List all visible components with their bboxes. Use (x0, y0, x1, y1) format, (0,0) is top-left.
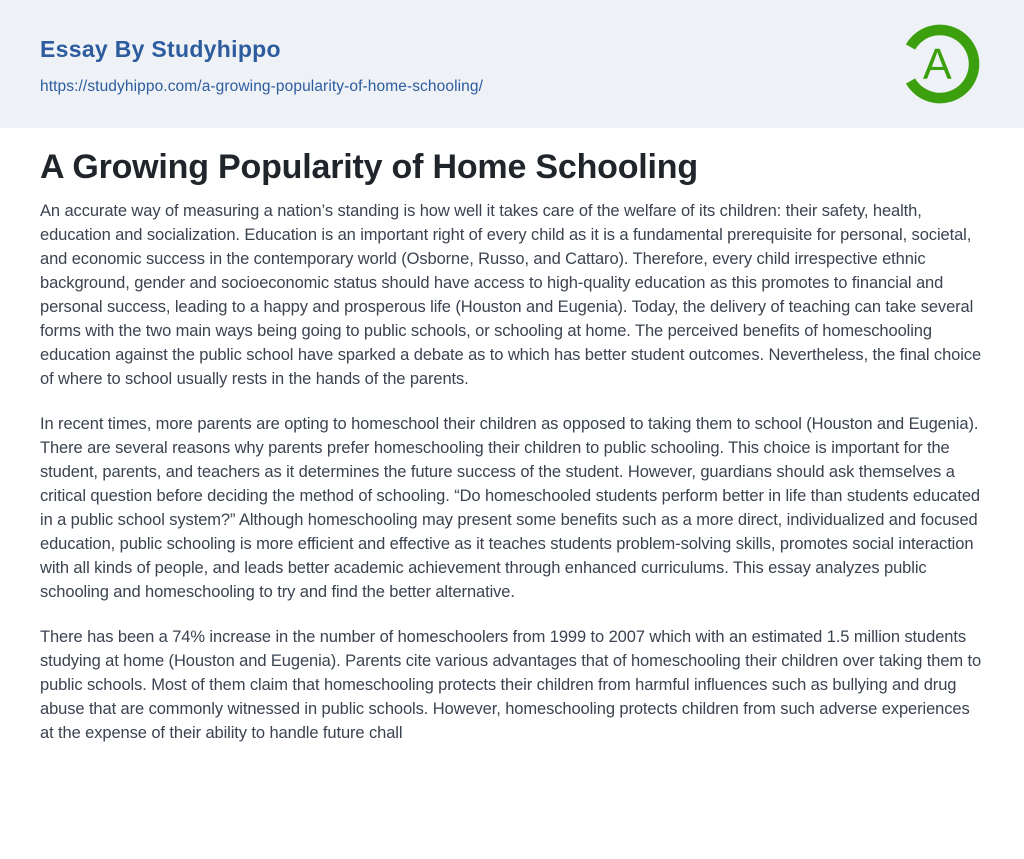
logo-letter: A (922, 41, 952, 90)
essay-paragraph-3: There has been a 74% increase in the number of homeschoolers from 1999 to 2007 which with an estimated 1.5 million students studying at home (Houston and Eugenia). Parents cite various advantages that of homeschooling their children over taking them to public schools. Most of them claim that homeschooling protects their children from harmful influences such as bullying and drug abuse that are commonly witnessed in public schools. However, homeschooling protects children from such adverse experiences at the expense of their ability to handle future chall (40, 628, 982, 742)
site-header (0, 0, 1024, 128)
essay-url-link[interactable]: https://studyhippo.com/a-growing-popularity-of-home-schooling/ (40, 78, 483, 95)
studyhippo-logo-icon[interactable] (894, 18, 986, 110)
header-text-block (40, 32, 483, 96)
essay-paragraph-2: In recent times, more parents are opting to homeschool their children as opposed to taking them to school (Houston and Eugenia). There are several reasons why parents prefer homeschooling their children to public schooling. This choice is important for the student, parents, and teachers as it determines the future success of the student. However, guardians should ask themselves a critical question before deciding the method of schooling. “Do homeschooled students perform better in life than students educated in a public school system?” Although homeschooling may present some benefits such as a more direct, individualized and focused education, public schooling is more efficient and effective as it teaches students problem-solving skills, promotes social interaction with all kinds of people, and leads better academic achievement through enhanced curriculums. This essay analyzes public schooling and homeschooling to try and find the better alternative. (40, 415, 980, 601)
essay-article (0, 128, 1024, 745)
page-title: A Growing Popularity of Home Schooling (40, 148, 698, 186)
essay-paragraph-1: An accurate way of measuring a nation’s standing is how well it takes care of the welfare of its children: their safety, health, education and socialization. Education is an important right of every child as it is a fundamental prerequisite for personal, societal, and economic success in the contemporary world (Osborne, Russo, and Cattaro). Therefore, every child irrespective ethnic background, gender and socioeconomic status should have access to high-quality education as this promotes to financial and personal success, leading to a happy and prosperous life (Houston and Eugenia). Today, the delivery of teaching can take several forms with the two main ways being going to public schools, or schooling at home. The perceived benefits of homeschooling education against the public school have sparked a debate as to which has better student outcomes. Nevertheless, the final choice of where to school usually rests in the hands of the parents. (40, 202, 982, 388)
site-title-link[interactable]: Essay By Studyhippo (40, 36, 281, 62)
